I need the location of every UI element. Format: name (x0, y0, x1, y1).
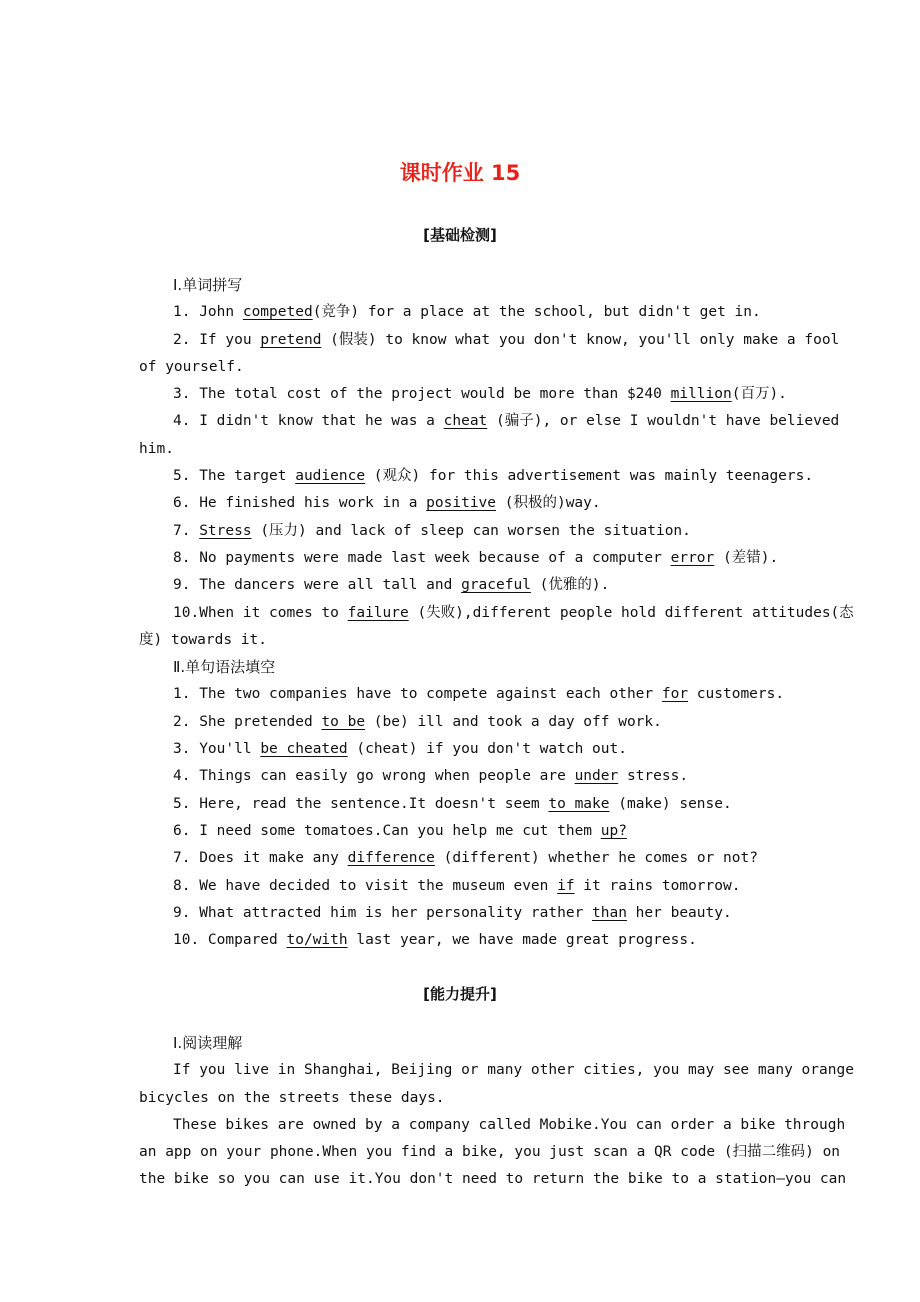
answer-blank: up? (600, 822, 627, 839)
question-text: 1. The two companies have to compete against each other (173, 686, 662, 703)
answer-blank: to be (321, 713, 366, 730)
part-heading-spelling: Ⅰ.单词拼写 (173, 276, 243, 294)
question-text: 9. The dancers were all tall and (173, 577, 462, 594)
grammar-item (139, 709, 807, 736)
question-text: 5. The target (173, 468, 296, 485)
question-text: (make) sense. (609, 795, 732, 812)
answer-blank: if (557, 877, 575, 894)
answer-blank: million (670, 386, 732, 403)
answer-blank: audience (295, 468, 366, 485)
question-text: stress. (618, 768, 689, 785)
grammar-item (139, 873, 807, 900)
grammar-item (139, 927, 807, 954)
section-header-advanced: [能力提升] (423, 985, 497, 1003)
answer-blank: difference (347, 850, 435, 867)
basic-section-content (139, 272, 854, 954)
question-text: (观众) for this advertisement was mainly teenagers. (365, 468, 814, 485)
question-text: (优雅的). (530, 577, 610, 594)
spelling-item-continuation: of yourself. (139, 358, 244, 375)
question-text: (差错). (714, 549, 779, 566)
answer-blank: under (574, 768, 619, 785)
grammar-item (139, 736, 807, 763)
question-text: 4. Things can easily go wrong when people are (173, 768, 575, 785)
answer-blank: Stress (199, 522, 252, 539)
question-text: (百万). (731, 386, 787, 403)
question-text: 7. (173, 522, 200, 539)
question-text: 10.When it comes to (173, 604, 348, 621)
reading-passage-line: These bikes are owned by a company called Mobike.You can order a bike through (173, 1116, 846, 1133)
spelling-item (139, 572, 807, 599)
spelling-item (139, 463, 814, 490)
grammar-item (139, 681, 807, 708)
question-text: her beauty. (626, 904, 732, 921)
answer-blank: failure (347, 604, 409, 621)
question-text: 8. We have decided to visit the museum even (173, 877, 558, 894)
page-title: 课时作业 15 (399, 161, 521, 185)
question-text: (different) whether he comes or not? (434, 850, 758, 867)
answer-blank: pretend (260, 331, 322, 348)
question-text: 2. If you (173, 331, 261, 348)
part-heading-grammar: Ⅱ.单句语法填空 (173, 658, 276, 677)
question-text: (be) ill and took a day off work. (365, 713, 662, 730)
spelling-item (139, 600, 854, 627)
answer-blank: be cheated (260, 741, 348, 758)
grammar-item (139, 900, 807, 927)
reading-passage-line: the bike so you can use it.You don't need to return the bike to a station—you can (139, 1171, 847, 1188)
reading-passage-line: an app on your phone.When you find a bike, you just scan a QR code (扫描二维码) on (139, 1144, 841, 1161)
grammar-item (139, 791, 807, 818)
question-text: 6. I need some tomatoes.Can you help me cut them (173, 822, 601, 839)
section-header-basic: [基础检测] (423, 226, 497, 244)
question-text: (cheat) if you don't watch out. (347, 741, 627, 758)
question-text: 7. Does it make any (173, 850, 348, 867)
spelling-item (139, 545, 807, 572)
spelling-item (139, 518, 807, 545)
spelling-item-continuation: him. (139, 440, 174, 457)
grammar-item (139, 763, 807, 790)
question-text: (假装) to know what you don't know, you'll only make a fool (321, 331, 840, 348)
question-text: 1. John (173, 304, 243, 321)
question-text: 2. She pretended (173, 713, 322, 730)
answer-blank: positive (426, 495, 497, 512)
question-text: 8. No payments were made last week because of a computer (173, 549, 671, 566)
answer-blank: to make (548, 795, 610, 812)
advanced-section-content (139, 1030, 854, 1194)
reading-passage-line: If you live in Shanghai, Beijing or many other cities, you may see many orange (173, 1062, 854, 1079)
part-heading-reading: Ⅰ.阅读理解 (173, 1034, 243, 1052)
spelling-item (139, 381, 807, 408)
question-text: (压力) and lack of sleep can worsen the situation. (251, 522, 691, 539)
spelling-item (139, 408, 840, 435)
reading-passage-line: bicycles on the streets these days. (139, 1089, 445, 1106)
question-text: it rains tomorrow. (574, 877, 741, 894)
grammar-item (139, 845, 807, 872)
answer-blank: cheat (443, 413, 488, 430)
answer-blank: than (592, 904, 627, 921)
question-text: (积极的)way. (496, 495, 601, 512)
answer-blank: error (670, 549, 715, 566)
question-text: 10. Compared (173, 932, 287, 949)
answer-blank: for (661, 686, 689, 703)
spelling-item (139, 299, 807, 326)
question-text: (竞争) for a place at the school, but didn't get in. (312, 304, 761, 321)
question-text: (骗子), or else I wouldn't have believed (487, 413, 840, 430)
question-text: 3. You'll (173, 741, 261, 758)
answer-blank: to/with (286, 932, 348, 949)
spelling-item (139, 490, 807, 517)
question-text: last year, we have made great progress. (347, 932, 697, 949)
grammar-item (139, 818, 807, 845)
question-text: (失败),different people hold different attitudes(态 (408, 604, 854, 621)
answer-blank: competed (242, 304, 313, 321)
question-text: customers. (688, 686, 785, 703)
answer-blank: graceful (461, 577, 531, 594)
question-text: 4. I didn't know that he was a (173, 413, 444, 430)
question-text: 3. The total cost of the project would be more than $240 (173, 386, 671, 403)
question-text: 9. What attracted him is her personality rather (173, 904, 593, 921)
question-text: 5. Here, read the sentence.It doesn't seem (173, 795, 549, 812)
spelling-item-continuation: 度) towards it. (139, 631, 267, 648)
question-text: 6. He finished his work in a (173, 495, 427, 512)
spelling-item (139, 327, 840, 354)
